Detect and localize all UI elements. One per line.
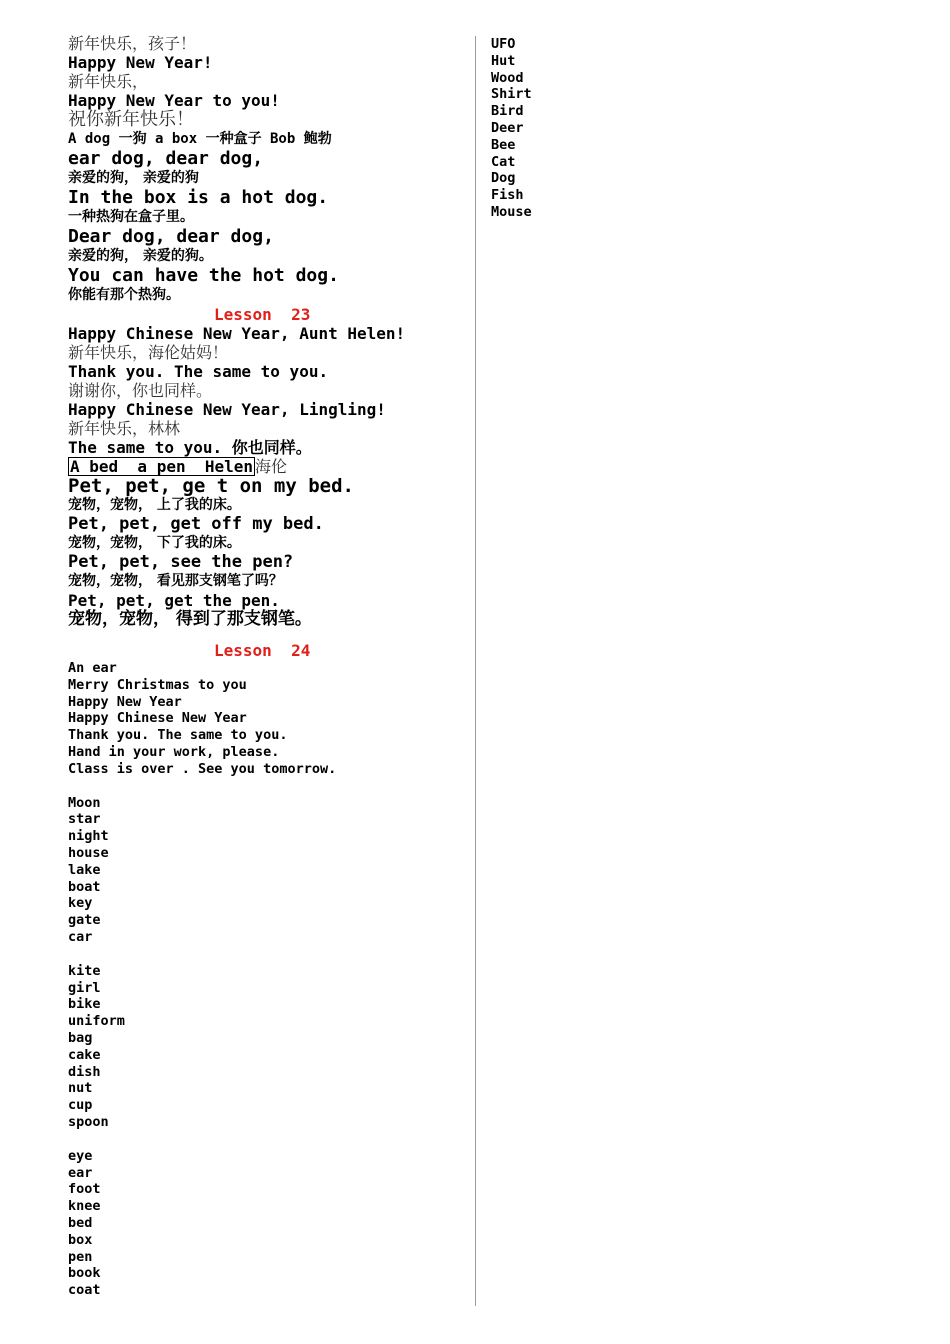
column-divider: [475, 36, 476, 1306]
word-item: box: [68, 1231, 93, 1248]
word-item: car: [68, 928, 93, 945]
phrase-line: Happy New Year: [68, 693, 182, 710]
english-line: Pet, pet, get the pen.: [68, 591, 280, 610]
english-line: Thank you. The same to you.: [68, 362, 329, 381]
phrase-line: Merry Christmas to you: [68, 676, 247, 693]
chinese-line: 一种热狗在盒子里。: [68, 209, 194, 225]
word-item: dish: [68, 1063, 101, 1080]
word-item: Cat: [491, 153, 516, 170]
chinese-line: 祝你新年快乐！: [68, 109, 194, 130]
word-item: ear: [68, 1164, 93, 1181]
word-item: foot: [68, 1181, 101, 1198]
english-text: The same to you.: [68, 438, 223, 457]
chinese-line: 宠物，宠物， 下了我的床。: [68, 535, 241, 551]
word-item: night: [68, 828, 109, 845]
english-line: Pet, pet, ge t on my bed.: [68, 475, 354, 497]
vocabulary-line: A dog 一狗 a box 一种盒子 Bob 鲍勃: [68, 131, 332, 147]
word-item: cup: [68, 1097, 93, 1114]
word-item: nut: [68, 1080, 93, 1097]
word-item: Fish: [491, 187, 524, 204]
word-item: Bird: [491, 103, 524, 120]
chinese-text: 海伦: [255, 457, 288, 476]
word-item: bike: [68, 996, 101, 1013]
word-item: gate: [68, 912, 101, 929]
word-list-3: [68, 1148, 468, 1299]
chinese-line: 新年快乐，海伦姑妈！: [68, 343, 229, 362]
word-item: lake: [68, 861, 101, 878]
word-item: knee: [68, 1198, 101, 1215]
phrase-line: Thank you. The same to you.: [68, 727, 288, 744]
english-line: In the box is a hot dog.: [68, 187, 329, 208]
chinese-line: 亲爱的狗， 亲爱的狗: [68, 170, 199, 186]
english-line: You can have the hot dog.: [68, 265, 339, 286]
english-line: ear dog, dear dog,: [68, 148, 264, 169]
chinese-line: 新年快乐，: [68, 72, 149, 91]
word-item: Mouse: [491, 203, 532, 220]
english-line: Dear dog, dear dog,: [68, 226, 274, 247]
word-item: Wood: [491, 69, 524, 86]
word-list-1: [68, 795, 468, 946]
english-line: Happy Chinese New Year, Lingling!: [68, 400, 386, 419]
word-item: eye: [68, 1147, 93, 1164]
word-item: boat: [68, 878, 101, 895]
chinese-line: 你能有那个热狗。: [68, 287, 180, 303]
word-item: Bee: [491, 136, 516, 153]
word-item: book: [68, 1265, 101, 1282]
word-item: Deer: [491, 119, 524, 136]
word-item: UFO: [491, 36, 516, 52]
word-item: girl: [68, 979, 101, 996]
word-item: key: [68, 895, 93, 912]
chinese-text: 你也同样。: [231, 438, 312, 457]
word-item: Moon: [68, 794, 101, 811]
word-item: house: [68, 844, 109, 861]
english-line: Happy New Year to you!: [68, 91, 280, 110]
word-item: Shirt: [491, 86, 532, 103]
word-item: pen: [68, 1248, 93, 1265]
phrase-line: Happy Chinese New Year: [68, 710, 247, 727]
word-item: bag: [68, 1029, 93, 1046]
word-item: coat: [68, 1282, 101, 1299]
english-line: Pet, pet, get off my bed.: [68, 514, 324, 534]
chinese-line: 新年快乐，林林: [68, 419, 181, 438]
chinese-line: 亲爱的狗， 亲爱的狗。: [68, 248, 213, 264]
phrase-line: An ear: [68, 660, 117, 676]
chinese-line: 谢谢你，你也同样。: [68, 381, 213, 400]
word-item: uniform: [68, 1013, 125, 1030]
left-column: [68, 34, 468, 1299]
word-item: bed: [68, 1214, 93, 1231]
boxed-vocabulary: A bed a pen Helen: [70, 457, 254, 476]
vocabulary-line: [68, 457, 468, 476]
english-line: Happy Chinese New Year, Aunt Helen!: [68, 324, 406, 343]
reply-line: [68, 438, 468, 457]
phrase-line: Hand in your work, please.: [68, 743, 280, 760]
lesson-23-heading: Lesson 23: [214, 305, 311, 324]
word-item: cake: [68, 1046, 101, 1063]
english-line: Happy New Year!: [68, 53, 213, 72]
chinese-line: 宠物，宠物， 看见那支钢笔了吗？: [68, 573, 283, 589]
word-item: Dog: [491, 170, 516, 187]
chinese-line: 宠物，宠物， 上了我的床。: [68, 497, 241, 513]
lesson-24-heading: Lesson 24: [214, 641, 311, 660]
chinese-line: 宠物，宠物， 得到了那支钢笔。: [68, 609, 312, 629]
right-column: [491, 36, 691, 221]
phrase-line: Class is over . See you tomorrow.: [68, 760, 337, 777]
english-line: Pet, pet, see the pen?: [68, 552, 294, 572]
word-item: Hut: [491, 52, 516, 69]
chinese-line: 新年快乐，孩子！: [68, 34, 197, 53]
word-item: spoon: [68, 1113, 109, 1130]
word-item: star: [68, 811, 101, 828]
word-list-2: [68, 963, 468, 1131]
word-item: kite: [68, 962, 101, 979]
